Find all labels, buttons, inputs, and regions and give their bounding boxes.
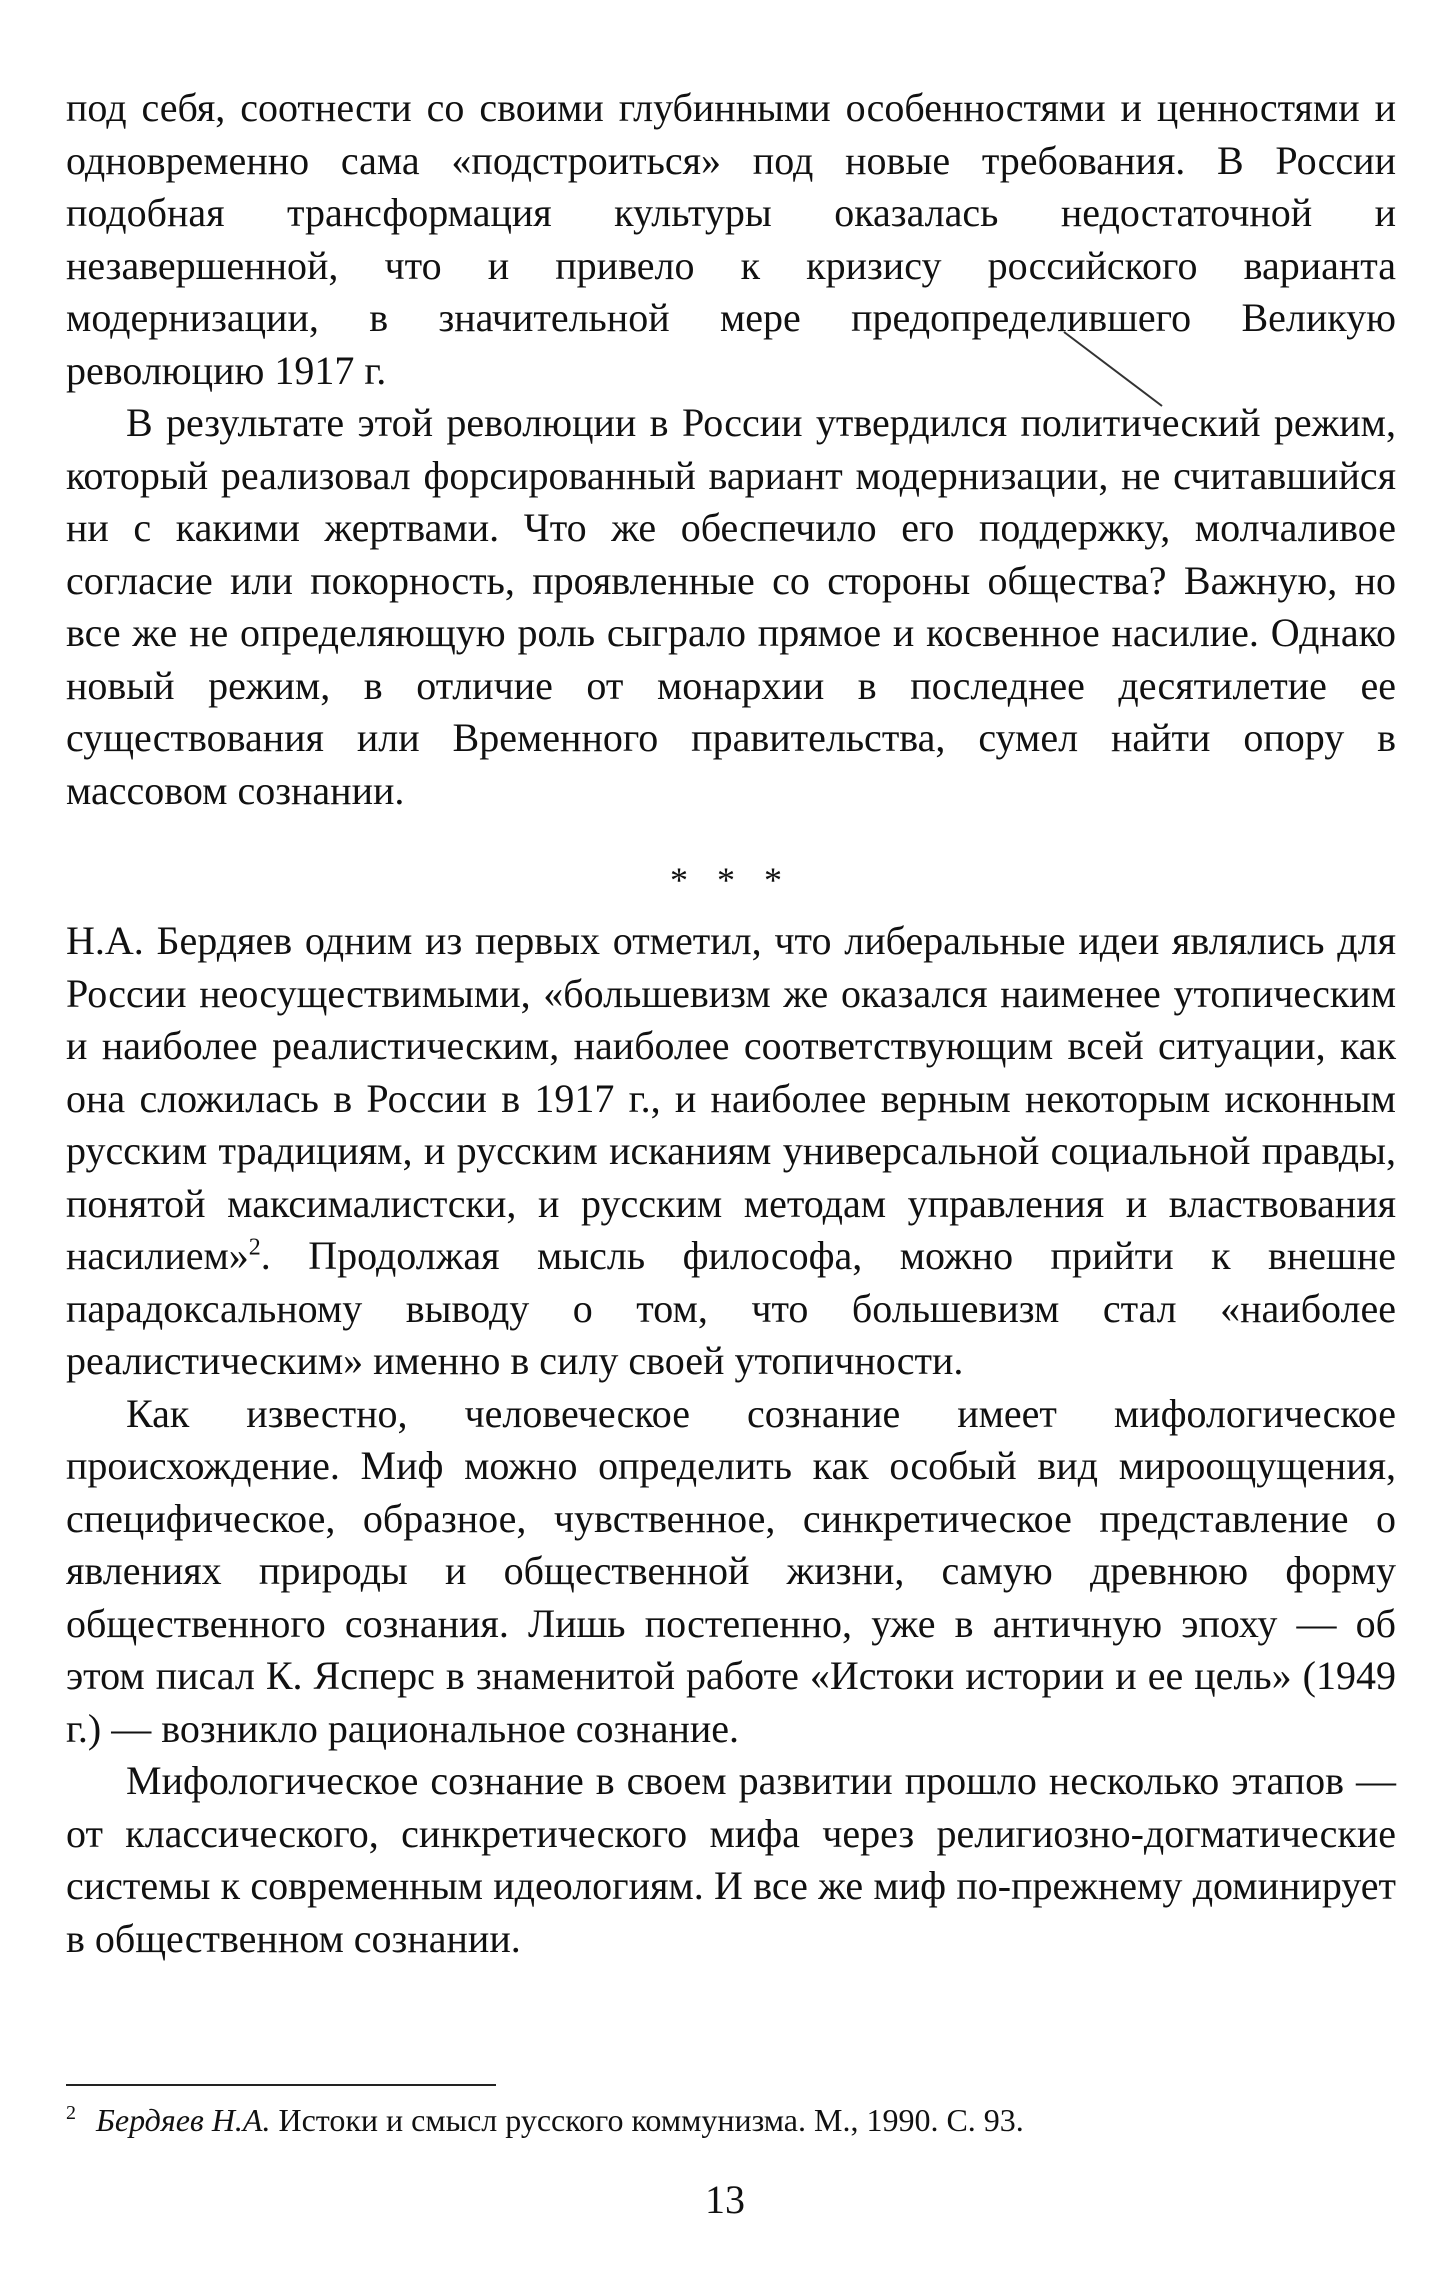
paragraph-berdyaev [66, 915, 1396, 1388]
section-separator: * * * [670, 860, 792, 900]
footnote-reference[interactable]: 2 [248, 1234, 261, 1261]
paragraph-myth-origin: Как известно, человеческое сознание имеет мифологическое происхождение. Миф можно определить как особый вид мироощущения, специфическое, образное, чувственное, синкретическое представление о явлениях природы и общественной жизни, самую древнюю форму общественного сознания. Лишь постепенно, уже в античную эпоху — об этом писал К. Ясперс в знаменитой работе «Истоки истории и ее цель» (1949 г.) — возникло рациональное сознание. [66, 1390, 1396, 1751]
page-body [66, 82, 1396, 1965]
page-number: 13 [705, 2177, 745, 2222]
paragraph-myth-stages: Мифологическое сознание в своем развитии прошло несколько этапов — от классического, синкретического мифа через религиозно-догматические системы к современным идеологиям. И все же миф по-прежнему доминирует в общественном сознании. [66, 1758, 1396, 1961]
paragraph-revolution-regime: В результате этой революции в России утвердился политический режим, который реализовал форсированный вариант модернизации, не считавшийся ни с какими жертвами. Что же обеспечило его поддержку, молчаливое согласие или покорность, проявленные со стороны общества? Важную, но все же не определяющую роль сыграло прямое и косвенное насилие. Однако новый режим, в отличие от монархии в последнее десятилетие ее существования или Временного правительства, сумел найти опору в массовом сознании. [66, 400, 1396, 813]
footnote-author: Бердяев Н.А. [96, 2102, 271, 2138]
berdyaev-continuation-text: . Продолжая мысль философа, можно прийти к внешне парадоксальному выводу о том, что большевизм стал «наиболее реалистическим» именно в силу своей утопичности. [66, 1233, 1396, 1383]
footnote-number: 2 [66, 2102, 76, 2125]
footnote-text: Истоки и смысл русского коммунизма. М., 1990. С. 93. [270, 2102, 1024, 2138]
paragraph-continuation: под себя, соотнести со своими глубинными особенностями и ценностями и одновременно сама «подстроиться» под новые требования. В России подобная трансформация культуры оказалась недостаточной и незавершенной, что и привело к кризису российского варианта модернизации, в значительной мере предопределившего Великую революцию 1917 г. [66, 85, 1396, 393]
pen-mark-stroke [1062, 330, 1172, 410]
footnote [66, 2100, 1396, 2140]
footnote-divider [66, 2084, 496, 2086]
berdyaev-quote-text: Н.А. Бердяев одним из первых отметил, что либеральные идеи являлись для России неосуществимыми, «большевизм же оказался наименее утопическим и наиболее реалистическим, наиболее соответствующим всей ситуации, как она сложилась в России в 1917 г., и наиболее верным некоторым исконным русским традициям, и русским исканиям универсальной социальной правды, понятой максималистски, и русским методам управления и властвования насилием» [66, 918, 1396, 1278]
